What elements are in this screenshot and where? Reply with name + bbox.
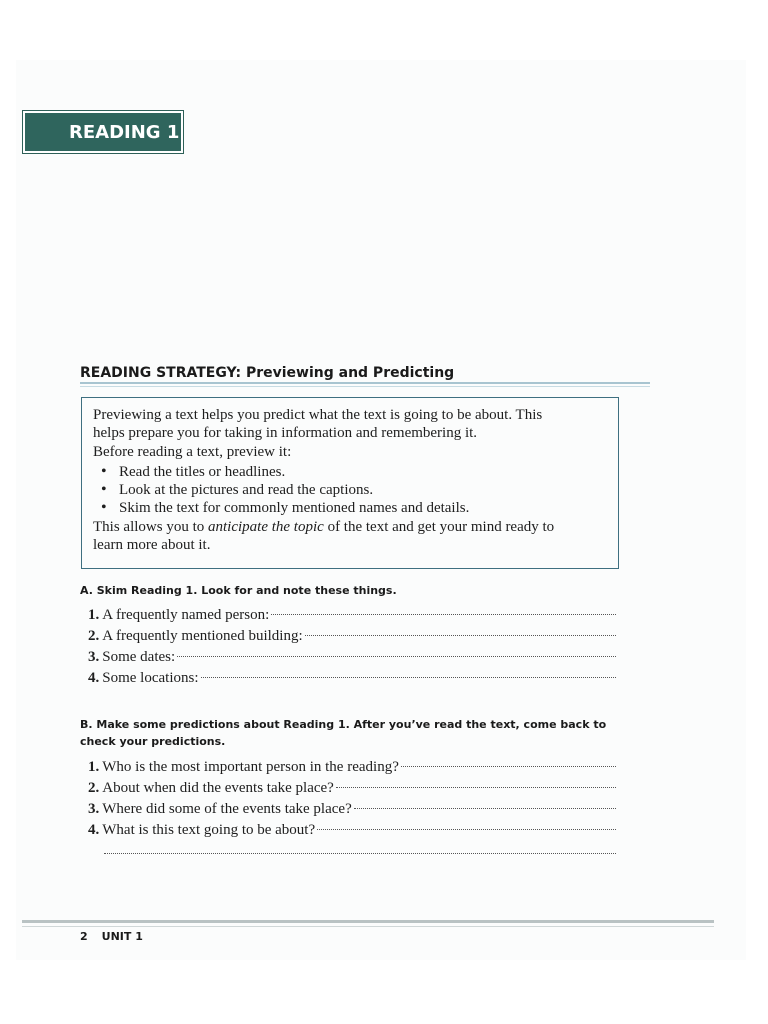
item-number: 4.: [88, 670, 100, 686]
list-item: [88, 799, 616, 820]
strategy-closing-start: This allows you to: [93, 519, 208, 535]
answer-line[interactable]: [271, 614, 616, 615]
strategy-intro-line-1: Previewing a text helps you predict what the text is going to be about. This: [93, 407, 543, 423]
list-item: [88, 626, 616, 647]
item-text: Who is the most important person in the reading?: [102, 759, 399, 775]
item-text: A frequently mentioned building:: [102, 628, 303, 644]
answer-line[interactable]: [201, 677, 617, 678]
answer-line[interactable]: [305, 635, 616, 636]
list-item: [88, 778, 616, 799]
strategy-box: [81, 397, 619, 569]
unit-label: UNIT 1: [101, 930, 143, 943]
reading-banner-label: READING 1: [25, 113, 181, 151]
strategy-closing-emphasis: anticipate the topic: [208, 519, 324, 535]
section-b-heading: B. Make some predictions about Reading 1. After you’ve read the text, come back to check your predictions.: [80, 718, 607, 748]
strategy-closing-end: of the text and get your mind ready to: [323, 519, 555, 535]
answer-line[interactable]: [177, 656, 616, 657]
list-item: [88, 820, 616, 841]
item-text: Where did some of the events take place?: [102, 801, 352, 817]
list-item: [88, 668, 616, 689]
list-item: [88, 647, 616, 668]
footer-rule: [22, 920, 714, 923]
page-number: 2: [80, 930, 88, 943]
item-number: 1.: [88, 759, 100, 775]
item-number: 1.: [88, 607, 100, 623]
section-b-list: [88, 757, 616, 841]
item-number: 3.: [88, 801, 100, 817]
footer-rule-thin: [22, 926, 714, 927]
item-number: 2.: [88, 628, 100, 644]
answer-line[interactable]: [317, 829, 616, 830]
answer-line[interactable]: [354, 808, 616, 809]
strategy-bullet-list: [93, 463, 607, 517]
item-text: What is this text going to be about?: [102, 822, 316, 838]
strategy-before: Before reading a text, preview it:: [93, 444, 292, 460]
item-number: 3.: [88, 649, 100, 665]
list-item: [88, 757, 616, 778]
strategy-bullet: • Skim the text for commonly mentioned names and details.: [101, 499, 607, 517]
reading-banner: [22, 110, 184, 154]
item-number: 2.: [88, 780, 100, 796]
answer-line[interactable]: [401, 766, 616, 767]
item-text: Some locations:: [102, 670, 199, 686]
strategy-closing-line-2: learn more about it.: [93, 537, 211, 553]
item-text: About when did the events take place?: [102, 780, 334, 796]
strategy-bullet: • Read the titles or headlines.: [101, 463, 607, 481]
strategy-closing: [93, 518, 607, 536]
section-a-list: [88, 605, 616, 689]
extra-answer-line[interactable]: [104, 853, 616, 854]
list-item: [88, 605, 616, 626]
strategy-bullet: • Look at the pictures and read the captions.: [101, 481, 607, 499]
strategy-intro-line-2: helps prepare you for taking in information and remembering it.: [93, 425, 478, 441]
item-text: A frequently named person:: [102, 607, 270, 623]
page-footer: [80, 930, 143, 943]
item-number: 4.: [88, 822, 100, 838]
section-a-heading: A. Skim Reading 1. Look for and note these things.: [80, 584, 397, 597]
heading-rule: [80, 382, 650, 384]
item-text: Some dates:: [102, 649, 176, 665]
strategy-heading: READING STRATEGY: Previewing and Predicting: [80, 365, 455, 381]
heading-rule-thin: [80, 386, 650, 387]
answer-line[interactable]: [336, 787, 616, 788]
